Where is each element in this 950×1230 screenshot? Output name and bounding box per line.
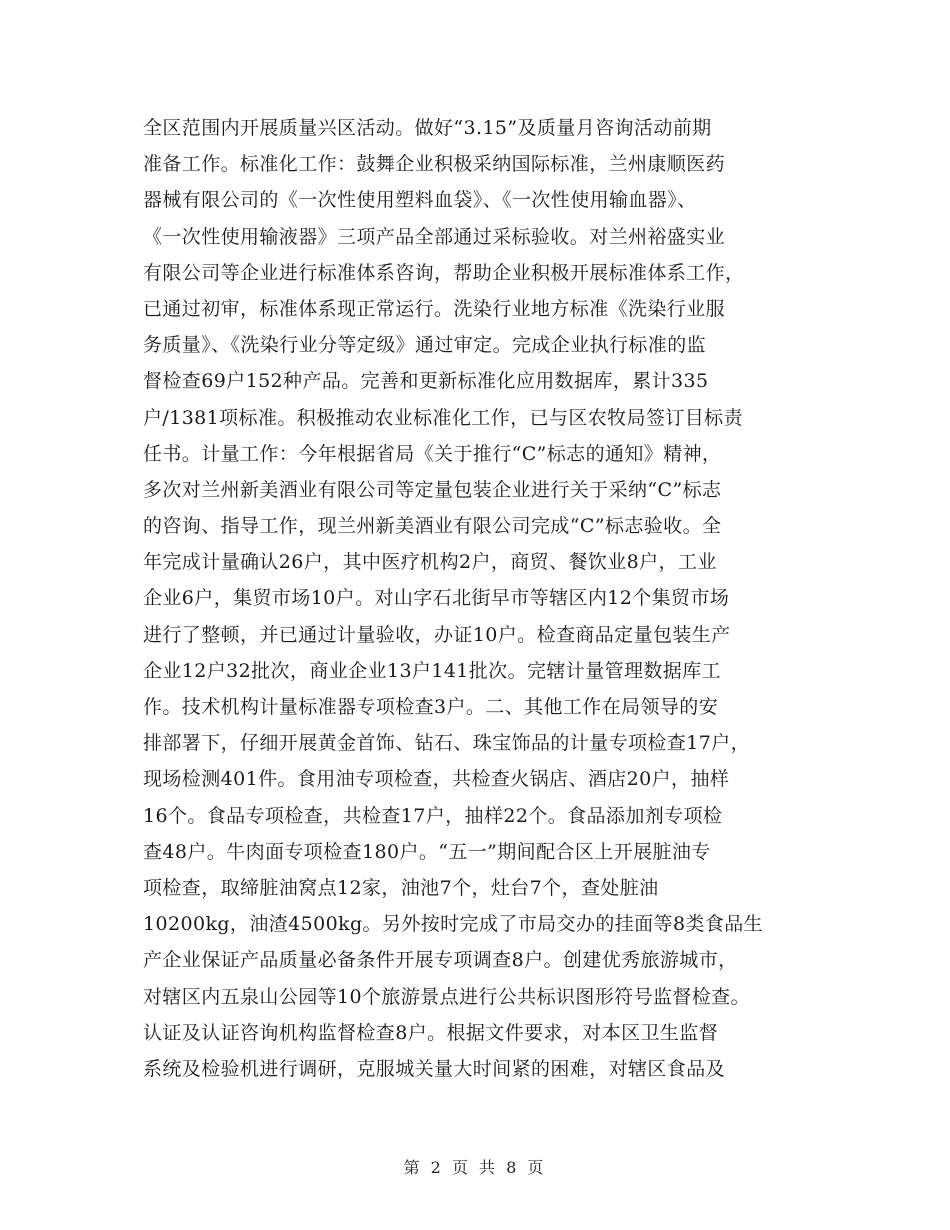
text-line: 企业12户32批次，商业企业13户141批次。完辖计量管理数据库工 — [143, 659, 721, 682]
text-line: 作。技术机构计量标准器专项检查3户。二、其他工作在局领导的安 — [143, 696, 719, 718]
text-line: 《一次性使用输液器》三项产品全部通过采标验收。对兰州裕盛实业 — [143, 225, 726, 248]
text-line: 督检查69户152种产品。完善和更新标准化应用数据库，累计335 — [143, 370, 709, 393]
text-line: 排部署下，仔细开展黄金首饰、钻石、珠宝饰品的计量专项检查17户， — [143, 732, 750, 755]
text-line: 进行了整顿，并已通过计量验收，办证10户。检查商品定量包装生产 — [143, 623, 731, 646]
text-line: 年完成计量确认26户，其中医疗机构2户，商贸、餐饮业8户，工业 — [143, 551, 717, 574]
text-line: 多次对兰州新美酒业有限公司等定量包装企业进行关于采纳“C”标志 — [143, 478, 722, 501]
body-text — [143, 110, 833, 1087]
text-line: 户/1381项标准。积极推动农业标准化工作，已与区农牧局签订目标责 — [143, 406, 743, 429]
text-line: 全区范围内开展质量兴区活动。做好“3.15”及质量月咨询活动前期 — [143, 117, 712, 139]
text-line: 现场检测401件。食用油专项检查，共检查火锅店、酒店20户，抽样 — [143, 768, 730, 791]
text-line: 企业6户，集贸市场10户。对山字石北街早市等辖区内12个集贸市场 — [143, 587, 730, 610]
text-line: 的咨询、指导工作，现兰州新美酒业有限公司完成“C”标志验收。全 — [143, 515, 722, 538]
text-line: 16个。食品专项检查，共检查17户，抽样22个。食品添加剂专项检 — [143, 804, 723, 827]
text-line: 任书。计量工作：今年根据省局《关于推行“C”标志的通知》精神， — [143, 442, 722, 465]
text-line: 认证及认证咨询机构监督检查8户。根据文件要求，对本区卫生监督 — [143, 1021, 719, 1044]
text-line: 产企业保证产品质量必备条件开展专项调查8户。创建优秀旅游城市， — [143, 949, 738, 972]
text-line: 查48户。牛肉面专项检查180户。“五一”期间配合区上开展脏油专 — [143, 840, 711, 863]
text-line: 对辖区内五泉山公园等10个旅游景点进行公共标识图形符号监督检查。 — [143, 985, 750, 1008]
text-line: 器械有限公司的《一次性使用塑料血袋》、《一次性使用输血器》、 — [143, 189, 697, 212]
text-line: 有限公司等企业进行标准体系咨询，帮助企业积极开展标准体系工作， — [143, 261, 745, 284]
text-line: 已通过初审，标准体系现正常运行。洗染行业地方标准《洗染行业服 — [143, 297, 726, 320]
text-line: 10200kg，油渣4500kg。另外按时完成了市局交办的挂面等8类食品生 — [143, 913, 764, 936]
text-line: 项检查，取缔脏油窝点12家，油池7个，灶台7个，查处脏油 — [143, 876, 659, 899]
page-footer: 第 2 页 共 8 页 — [403, 1158, 547, 1177]
text-line: 系统及检验机进行调研，克服城关量大时间紧的困难，对辖区食品及 — [143, 1057, 726, 1080]
text-line: 务质量》、《洗染行业分等定级》通过审定。完成企业执行标准的监 — [143, 334, 707, 357]
text-line: 准备工作。标准化工作：鼓舞企业积极采纳国际标准，兰州康顺医药 — [143, 153, 726, 176]
